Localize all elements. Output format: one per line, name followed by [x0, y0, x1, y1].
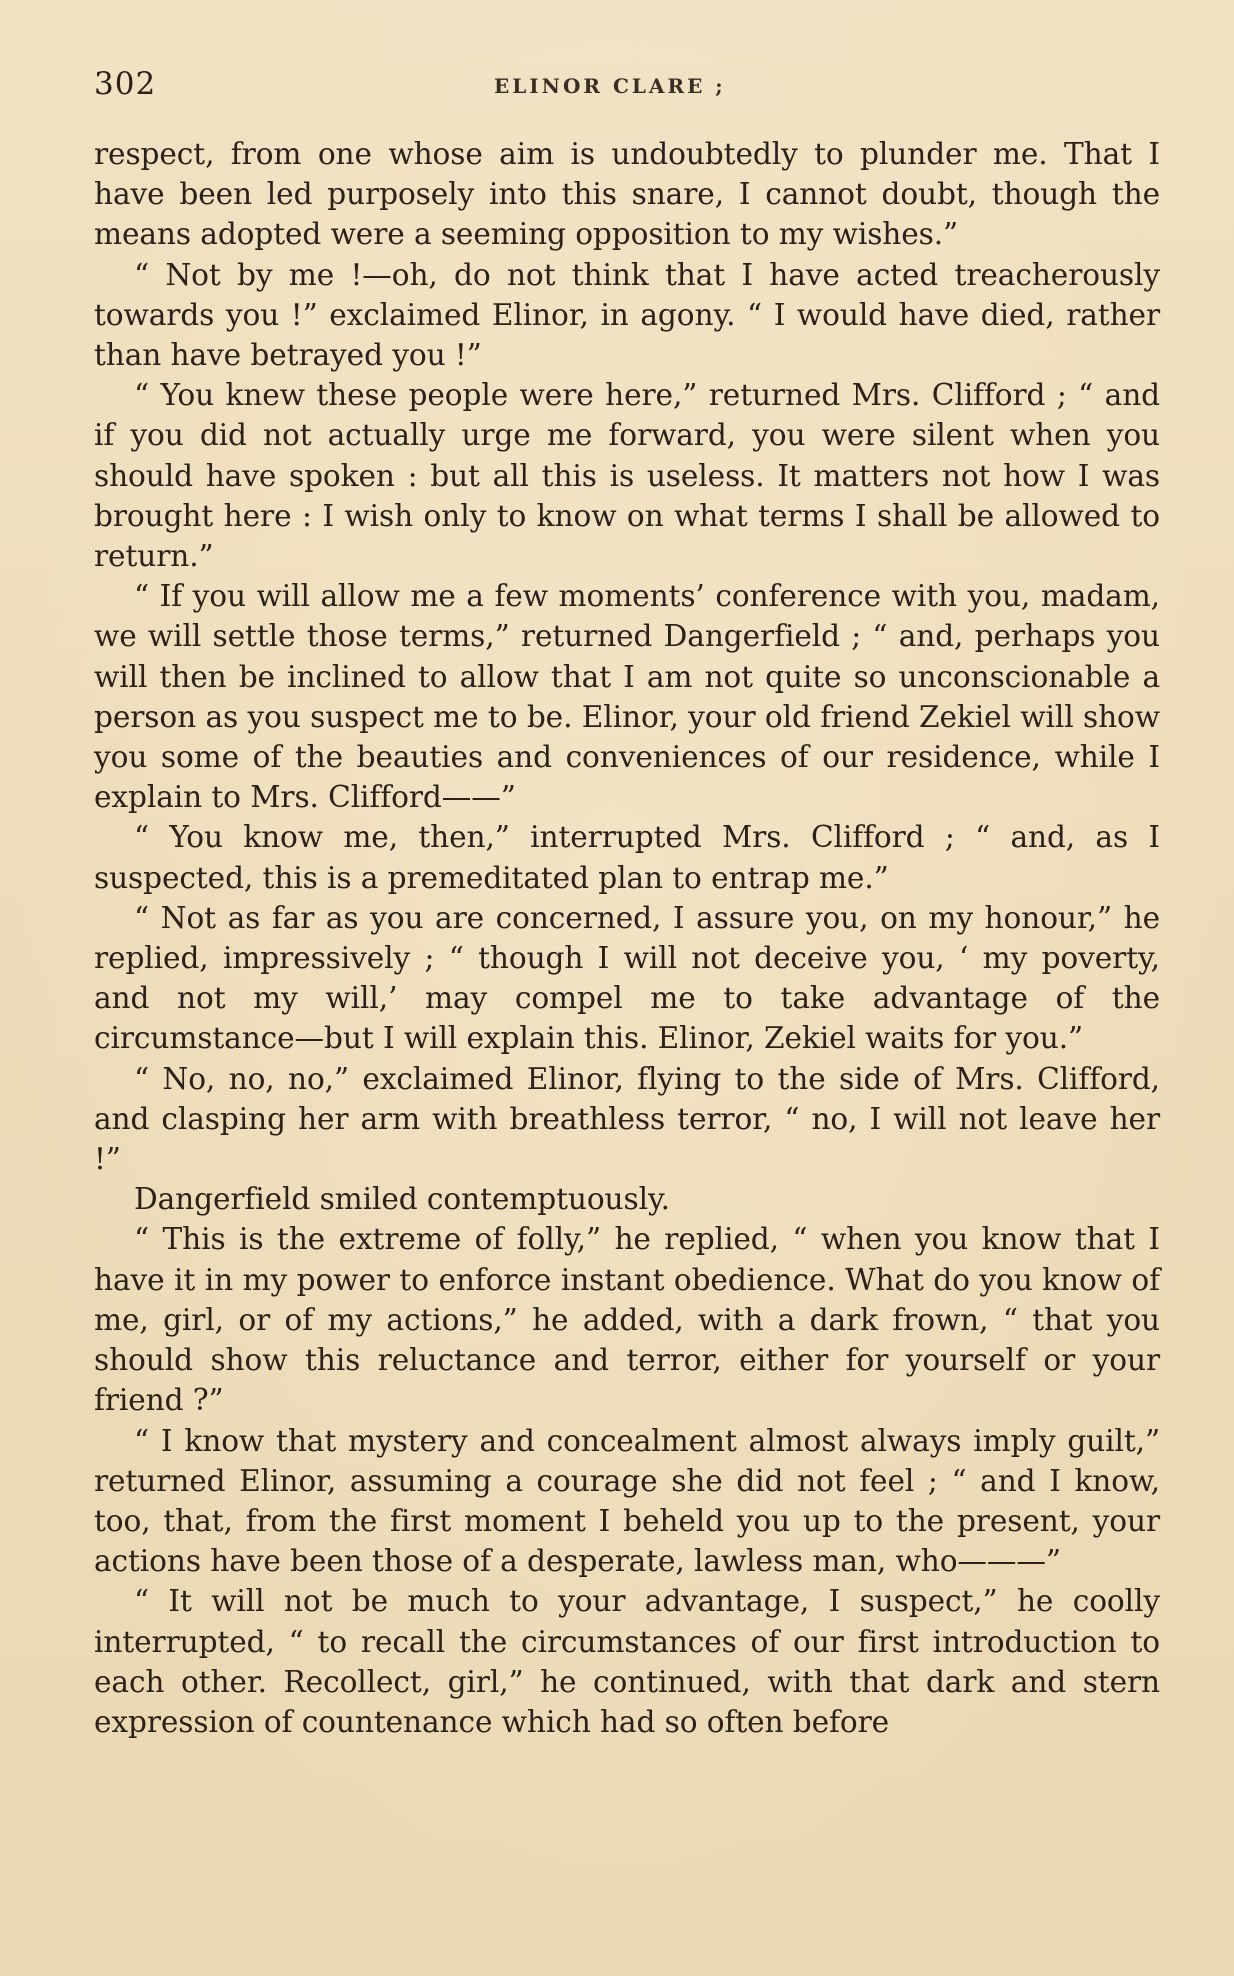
- page-header: [94, 66, 1157, 110]
- running-title: ELINOR CLARE ;: [494, 74, 726, 98]
- paragraph: “ Not by me !—oh, do not think that I have acted treacherously towards you !” exclaimed Elinor, in agony. “ I would have died, rather than have betrayed you !”: [94, 257, 1160, 373]
- paragraph: “ You know me, then,” interrupted Mrs. Clifford ; “ and, as I suspected, this is a premeditated plan to entrap me.”: [94, 820, 1160, 895]
- paragraph: “ You knew these people were here,” returned Mrs. Clifford ; “ and if you did not actually urge me forward, you were silent when you should have spoken : but all this is useless. It matters not how I was brought here : I wish only to know on what terms I shall be allowed to return.”: [94, 378, 1160, 574]
- page-number: 302: [94, 66, 157, 102]
- paragraph: Dangerfield smiled contemptuously.: [134, 1182, 670, 1217]
- paragraph: “ This is the extreme of folly,” he replied, “ when you know that I have it in my power to enforce instant obedience. What do you know of me, girl, or of my actions,” he added, with a dark frown, “ that you should show this reluctance and terror, either for yourself or your friend ?”: [94, 1222, 1160, 1418]
- paragraph: “ No, no, no,” exclaimed Elinor, flying to the side of Mrs. Clifford, and clasping her arm with breathless terror, “ no, I will not leave her !”: [94, 1061, 1160, 1177]
- paragraph: respect, from one whose aim is undoubtedly to plunder me. That I have been led purposely into this snare, I cannot doubt, though the means adopted were a seeming opposition to my wishes.”: [94, 137, 1160, 252]
- body-text: [94, 134, 1160, 1742]
- paragraph: “ Not as far as you are concerned, I assure you, on my honour,” he replied, impressively ; “ though I will not deceive you, ‘ my poverty, and not my will,’ may compel me to take advantage of the circumstance—but I will explain this. Elinor, Zekiel waits for you.”: [94, 900, 1160, 1056]
- paragraph: “ I know that mystery and concealment almost always imply guilt,” returned Elinor, assuming a courage she did not feel ; “ and I know, too, that, from the first moment I beheld you up to the present, your actions have been those of a desperate, lawless man, who———”: [94, 1423, 1160, 1579]
- paragraph: “ If you will allow me a few moments’ conference with you, madam, we will settle those terms,” returned Dangerfield ; “ and, perhaps you will then be inclined to allow that I am not quite so unconscionable a person as you suspect me to be. Elinor, your old friend Zekiel will show you some of the beauties and conveniences of our residence, while I explain to Mrs. Clifford——”: [94, 579, 1160, 815]
- paragraph: “ It will not be much to your advantage, I suspect,” he coolly interrupted, “ to recall the circumstances of our first introduction to each other. Recollect, girl,” he continued, with that dark and stern expression of countenance which had so often before: [94, 1584, 1160, 1739]
